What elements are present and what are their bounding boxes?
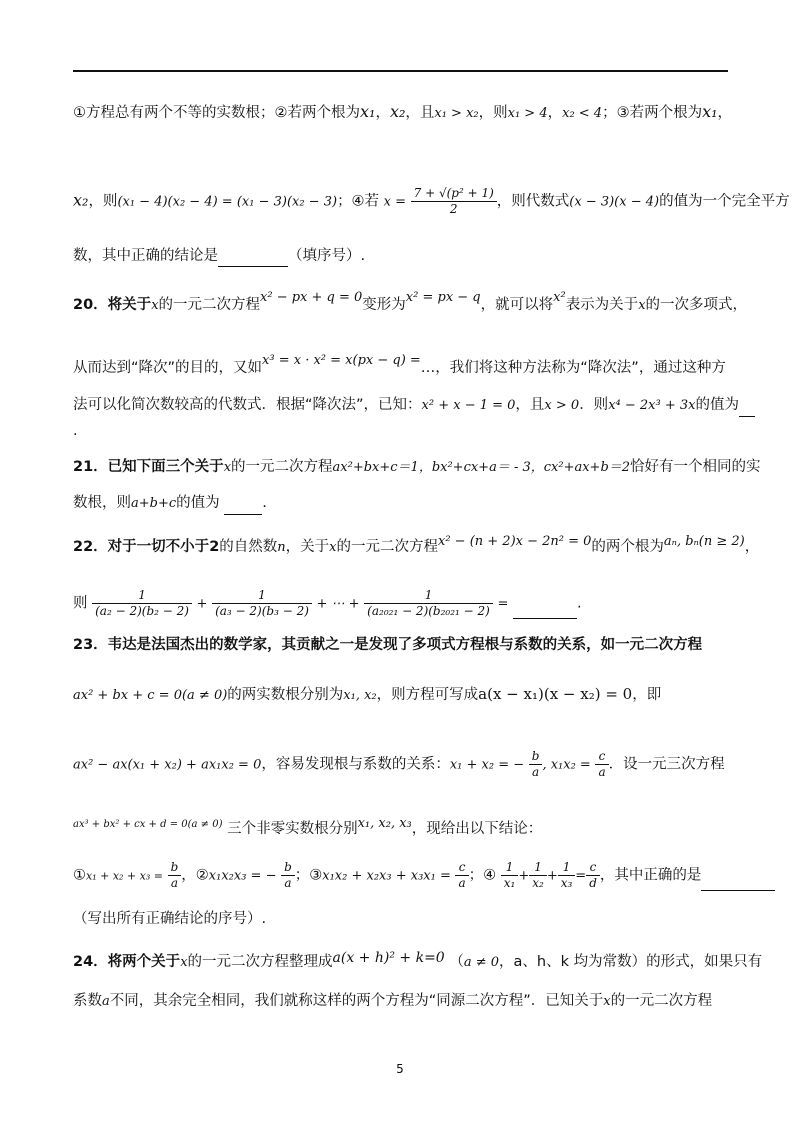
fraction-denominator: x₃	[560, 876, 573, 890]
q22-line-1	[73, 531, 759, 559]
question-number: 24．将两个关于	[73, 954, 181, 970]
text: 恰好有一个相同的实	[630, 459, 761, 475]
math-cond: a ≠ 0	[463, 955, 500, 970]
math-op: =	[497, 596, 509, 612]
text: 的一元二次方程整理成	[187, 954, 333, 970]
math-equation: x² + x − 1 = 0	[421, 398, 516, 413]
text: 的值为	[695, 397, 739, 413]
math-cond: x₂ < 4	[562, 106, 603, 121]
text: 的一元二次方程	[158, 297, 261, 313]
fraction-numerator: 7 + √(p² + 1)	[411, 186, 497, 202]
math-x2: x₂	[73, 190, 89, 210]
math-fraction	[281, 860, 295, 891]
fraction-numerator: b	[529, 749, 543, 765]
q23-line-4	[73, 813, 542, 840]
fraction-numerator: c	[595, 749, 608, 765]
math-equation: x > 0	[544, 398, 580, 413]
text: .	[262, 495, 267, 511]
page-number: 5	[396, 1062, 404, 1076]
math-term: x²	[553, 290, 566, 305]
q19-line-1	[73, 101, 732, 125]
text: .	[73, 423, 78, 439]
text: （填序号）.	[288, 248, 366, 264]
q24-line-2	[73, 990, 712, 1013]
question-number: 22．对于一切不小于	[73, 539, 210, 555]
text: ，我们将这种方法称为“降次法”，通过这种方	[435, 360, 726, 376]
q19-line-3	[73, 245, 365, 267]
text: ，	[547, 105, 563, 121]
math-fraction	[529, 749, 543, 780]
text: ③	[309, 867, 323, 884]
text: ，则	[88, 193, 118, 210]
math-op: +	[196, 596, 208, 612]
math-equation: ax³ + bx² + cx + d = 0(a ≠ 0)	[73, 819, 223, 830]
answer-blank[interactable]	[701, 876, 775, 891]
header-rule	[73, 70, 728, 72]
text: 变形为	[362, 297, 406, 313]
fraction-numerator: 1	[501, 860, 519, 876]
text: …	[420, 360, 436, 376]
q22-line-2	[73, 588, 582, 619]
math-cond: x₁ > 4	[507, 106, 548, 121]
answer-blank[interactable]	[224, 500, 262, 515]
q20-line-1	[73, 287, 747, 317]
text: ，就可以将	[480, 297, 554, 313]
text: 的一元二次方程	[231, 459, 333, 475]
math-equation: x² − (n + 2)x − 2n² = 0	[438, 534, 592, 549]
answer-blank[interactable]	[739, 402, 755, 417]
text: 系数	[73, 993, 102, 1009]
math-roots: aₙ, bₙ(n ≥ 2)	[663, 534, 745, 549]
fraction-denominator: a	[170, 876, 179, 890]
fraction-numerator: 1	[92, 588, 192, 604]
math-expression: (x − 3)(x − 4)	[569, 194, 660, 210]
text: ，	[744, 539, 760, 555]
fraction-denominator: a	[598, 765, 606, 779]
math-equation: ax² + bx + c = 0(a ≠ 0)	[73, 688, 228, 703]
text: 的值为一个完全平方	[659, 193, 790, 210]
math-relation: x₁ + x₂ + x₃ =	[86, 869, 163, 883]
text: ①	[73, 867, 86, 884]
math-equations: ax²+bx+c＝1，bx²+cx+a＝ - 3，cx²+ax+b＝2	[332, 460, 631, 475]
fraction-numerator: b	[168, 860, 182, 876]
text: ，其中正确的是	[599, 867, 702, 884]
text: 数，其中正确的结论是	[73, 248, 218, 264]
math-fraction	[411, 186, 497, 217]
fraction-numerator: 1	[364, 588, 493, 604]
answer-blank[interactable]	[218, 252, 288, 267]
fraction-denominator: x₂	[532, 876, 544, 890]
math-fraction	[92, 588, 192, 619]
math-x1: x₁	[360, 102, 376, 121]
math-x1: x₁	[702, 102, 718, 121]
text: .	[576, 595, 582, 612]
fraction-numerator: c	[455, 860, 468, 876]
text: 不同，其余完全相同，我们就称这样的两个方程为“同源二次方程”．已知关于	[109, 993, 604, 1009]
math-equation: x² − px + q = 0	[260, 290, 363, 305]
math-roots: x₁, x₂	[343, 688, 377, 703]
text: 的两个根为	[591, 539, 664, 555]
math-var: x	[329, 540, 337, 555]
math-var: x	[180, 955, 188, 970]
text: （写出所有正确结论的序号）.	[73, 911, 267, 927]
text: ，则	[478, 105, 508, 121]
math-var: x	[223, 460, 232, 475]
text: 表示为关于	[565, 297, 639, 313]
q21-line-2	[73, 492, 267, 515]
math-op: + ⋯ +	[316, 596, 360, 612]
text: 的两实数根分别为	[227, 687, 344, 703]
fraction-denominator: 2	[449, 202, 458, 216]
fraction-denominator: a	[532, 765, 540, 779]
text: ④	[483, 867, 497, 884]
text: ，容易发现根与系数的关系：	[261, 756, 450, 773]
q20-line-2	[73, 350, 726, 379]
q23-line-1	[73, 634, 702, 656]
math-relation: x₁x₂ + x₂x₃ + x₃x₁ =	[322, 868, 451, 884]
math-var: x	[603, 994, 611, 1009]
math-var: x	[638, 298, 646, 313]
math-fraction	[586, 860, 600, 891]
math-equation: a(x + h)² + k=0	[332, 950, 445, 966]
text: 三个非零实数根分别	[227, 821, 358, 837]
fraction-denominator: a	[284, 876, 292, 890]
text: ，	[717, 105, 733, 121]
fraction-numerator: b	[281, 860, 295, 876]
fraction-denominator: (a₂ − 2)(b₂ − 2)	[95, 604, 189, 618]
math-relation: x₁ + x₂ = −	[449, 757, 525, 773]
math-fraction	[595, 749, 608, 780]
text: ，	[375, 105, 390, 121]
math-equation: (x₁ − 4)(x₂ − 4) = (x₁ − 3)(x₂ − 3)	[117, 194, 338, 210]
text: ，则方程可写成	[376, 687, 479, 703]
fraction-denominator: (a₂₀₂₁ − 2)(b₂₀₂₁ − 2)	[367, 604, 490, 618]
text: ，现给出以下结论：	[411, 821, 543, 837]
text: ；	[468, 867, 484, 884]
text: ；④若	[337, 193, 380, 210]
math-equation: a(x − x₁)(x − x₂) = 0	[478, 685, 633, 703]
text: ，且	[515, 397, 545, 413]
math-fraction	[364, 588, 493, 619]
q19-line-2	[73, 186, 790, 217]
fraction-denominator: a	[458, 876, 466, 890]
text: ，且	[405, 105, 435, 121]
text: ．设一元三次方程	[608, 756, 725, 773]
math-var: a	[102, 994, 110, 1009]
fraction-numerator: 1	[558, 860, 576, 876]
text: ，即	[632, 687, 662, 703]
math-fraction	[529, 860, 547, 891]
text: ；③若两个根为	[602, 105, 703, 121]
math-roots: x₁, x₂, x₃	[357, 816, 412, 831]
math-x-eq: x =	[383, 194, 407, 210]
text: 的一元二次方程	[336, 539, 438, 555]
fraction-numerator: 1	[212, 588, 312, 604]
q20-line-3	[73, 394, 755, 417]
math-fraction	[558, 860, 576, 891]
text: 则	[73, 595, 88, 612]
math-cond: x₁ > x₂	[434, 106, 479, 121]
text: ，关于	[285, 539, 330, 555]
text: 的自然数	[219, 539, 278, 555]
answer-blank[interactable]	[513, 604, 577, 619]
text: （	[449, 954, 464, 970]
text: 的一元二次方程	[610, 993, 713, 1009]
question-number: 20．将关于	[73, 297, 152, 313]
q21-line-1	[73, 456, 761, 479]
text: ②	[195, 867, 209, 884]
fraction-numerator: 1	[529, 860, 547, 876]
text: 2	[209, 539, 220, 555]
math-x2: x₂	[389, 102, 406, 121]
text: 的一次多项式，	[645, 297, 748, 313]
text: 数根，则	[73, 495, 131, 511]
question-number: 21．已知下面三个关于	[73, 459, 224, 475]
math-expression: a+b+c	[131, 496, 177, 511]
math-equation: x² = px − q	[405, 290, 481, 305]
q23-line-5: ①x₁ + x₂ + x₃ = $\frac{b}{a}$ ，②x₁x₂x₃ = − $\frac{b}{a}$ ；③x₁x₂ + x₂x₃ + x₃x₁ = $\frac{c}{a}$ ；④ $\frac{1}{\text{x₁}}$ + $\frac{1}{\text{x₂}}$ + $\frac{1}{\text{x₃}}$ = $\frac{c}{d}$ ，其中正确的是	[73, 860, 775, 891]
math-fraction	[212, 588, 312, 619]
fraction-denominator: d	[589, 876, 597, 890]
fraction-numerator: c	[586, 860, 600, 876]
math-expression: x⁴ − 2x³ + 3x	[608, 398, 696, 413]
math-relation: , x₁x₂ =	[542, 757, 591, 773]
q23-line-3	[73, 749, 725, 780]
math-equation: x³ = x · x² = x(px − q) =	[262, 353, 421, 368]
math-fraction	[455, 860, 468, 891]
text: 从而达到“降次”的目的，又如	[73, 360, 263, 376]
q20-line-4	[73, 420, 78, 442]
math-fraction	[168, 860, 182, 891]
fraction-denominator: x₁	[503, 876, 516, 890]
math-fraction	[501, 860, 519, 891]
text: ．则	[579, 397, 609, 413]
q23-line-2	[73, 683, 661, 707]
text: ①方程总有两个不等的实数根；②若两个根为	[73, 105, 360, 121]
text: ，	[181, 867, 196, 884]
text: 法可以化简次数较高的代数式．根据“降次法”，已知：	[73, 397, 422, 413]
math-equation: ax² − ax(x₁ + x₂) + ax₁x₂ = 0	[73, 757, 262, 773]
fraction-denominator: (a₃ − 2)(b₃ − 2)	[215, 604, 309, 618]
q24-line-1	[73, 947, 762, 974]
text: ，则代数式	[496, 193, 570, 210]
text: ，a、h、k 均为常数）的形式，如果只有	[499, 954, 763, 970]
math-var: n	[277, 540, 286, 555]
text: 的值为	[176, 495, 220, 511]
q23-line-6	[73, 908, 266, 930]
math-relation: x₁x₂x₃ = −	[208, 868, 277, 884]
math-var: x	[151, 298, 159, 313]
question-text: 23．韦达是法国杰出的数学家，其贡献之一是发现了多项式方程根与系数的关系，如一元二次方程	[73, 637, 703, 653]
text: ；	[294, 867, 310, 884]
